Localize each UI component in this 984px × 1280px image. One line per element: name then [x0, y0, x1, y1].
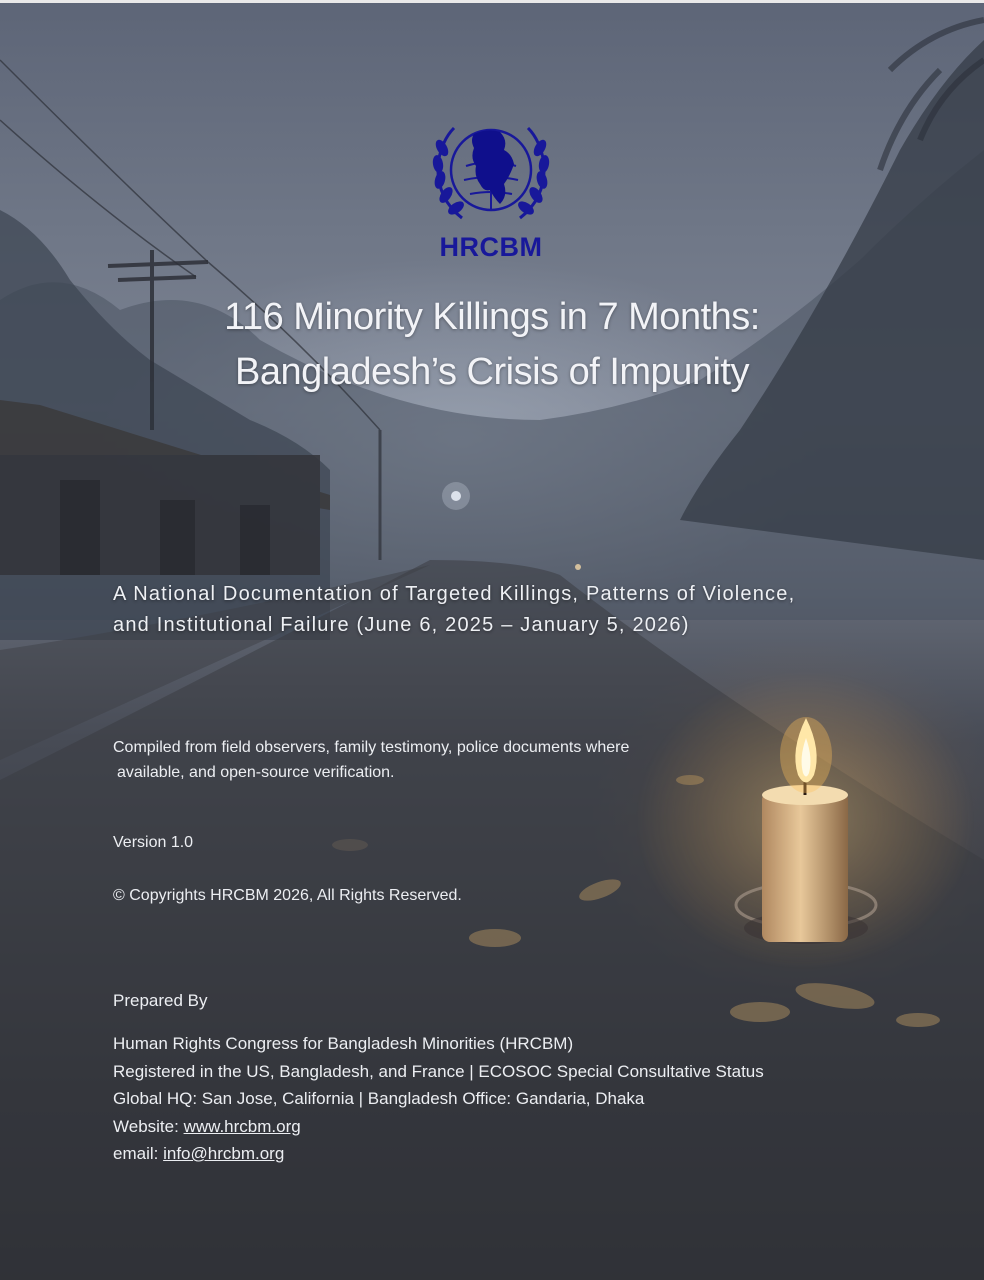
organization-details [113, 1030, 913, 1168]
report-title [0, 290, 984, 400]
email-row [113, 1140, 913, 1168]
subtitle-line-2: and Institutional Failure (June 6, 2025 – January 5, 2026) [113, 614, 690, 636]
email-label: email: [113, 1144, 159, 1163]
title-line-1: 116 Minority Killings in 7 Months: [224, 296, 760, 338]
sources-line-1: Compiled from field observers, family testimony, police documents where [113, 739, 630, 756]
laurel-wreath-bangladesh-map-emblem-icon [430, 118, 552, 230]
subtitle-line-1: A National Documentation of Targeted Killings, Patterns of Violence, [113, 583, 796, 605]
copyright-notice: © Copyrights HRCBM 2026, All Rights Reserved. [113, 887, 462, 904]
org-name: Human Rights Congress for Bangladesh Minorities (HRCBM) [113, 1034, 574, 1053]
org-registration: Registered in the US, Bangladesh, and France | ECOSOC Special Consultative Status [113, 1061, 764, 1081]
sources-note [113, 735, 713, 785]
hrcbm-logo [430, 118, 552, 263]
report-subtitle [113, 579, 913, 641]
sources-line-2: available, and open-source verification. [117, 764, 395, 781]
org-offices: Global HQ: San Jose, California | Bangladesh Office: Gandaria, Dhaka [113, 1089, 645, 1108]
candle-body [762, 792, 848, 942]
email-link[interactable]: info@hrcbm.org [163, 1144, 285, 1163]
logo-wordmark: HRCBM [439, 232, 543, 262]
website-link[interactable]: www.hrcbm.org [183, 1116, 301, 1136]
website-label: Website: [113, 1116, 179, 1136]
website-row [113, 1113, 913, 1141]
prepared-by-heading: Prepared By [113, 991, 208, 1010]
version-label: Version 1.0 [113, 834, 194, 851]
title-line-2: Bangladesh’s Crisis of Impunity [235, 351, 749, 393]
